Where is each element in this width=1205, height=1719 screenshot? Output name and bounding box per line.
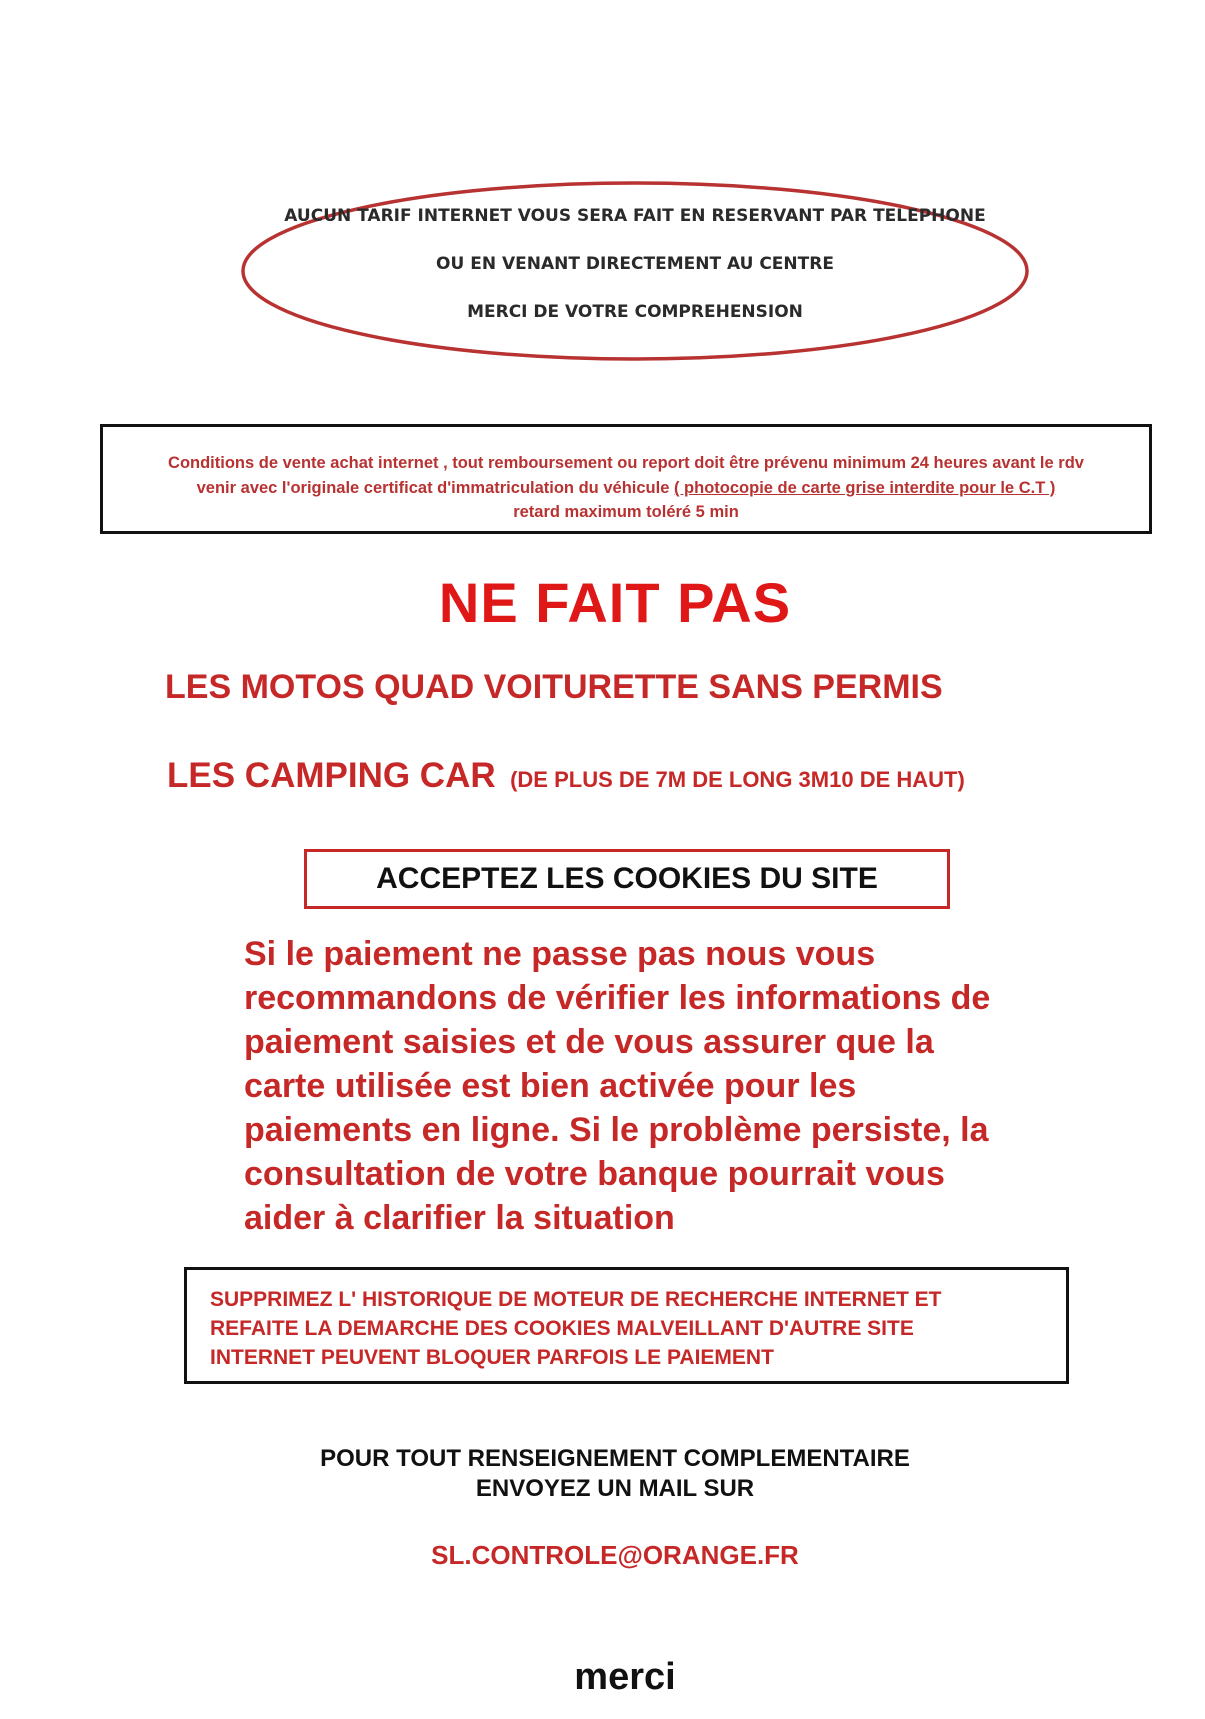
history-line: INTERNET PEUVENT BLOQUER PARFOIS LE PAIEMENT bbox=[210, 1346, 774, 1369]
payment-line: recommandons de vérifier les informations de bbox=[244, 979, 991, 1017]
payment-paragraph bbox=[244, 932, 1124, 1240]
history-line: REFAITE LA DEMARCHE DES COOKIES MALVEILLANT D'AUTRE SITE bbox=[210, 1317, 914, 1340]
oval-notice bbox=[238, 178, 1032, 364]
oval-line-1: AUCUN TARIF INTERNET VOUS SERA FAIT EN RESERVANT PAR TELEPHONE bbox=[284, 206, 986, 226]
payment-line: paiements en ligne. Si le problème persiste, la bbox=[244, 1111, 989, 1149]
contact-line-1: POUR TOUT RENSEIGNEMENT COMPLEMENTAIRE bbox=[320, 1445, 910, 1472]
conditions-box bbox=[100, 424, 1152, 534]
payment-line: Si le paiement ne passe pas nous vous bbox=[244, 935, 876, 973]
conditions-line-3: retard maximum toléré 5 min bbox=[513, 503, 739, 521]
conditions-line-2-text: venir avec l'originale certificat d'immatriculation du véhicule bbox=[196, 479, 674, 497]
conditions-line-2-underlined: ( photocopie de carte grise interdite pour le C.T ) bbox=[673, 479, 1056, 497]
contact-email: SL.CONTROLE@ORANGE.FR bbox=[431, 1540, 799, 1570]
payment-line: paiement saisies et de vous assurer que la bbox=[244, 1023, 934, 1061]
history-box bbox=[184, 1267, 1069, 1384]
conditions-line-1: Conditions de vente achat internet , tout remboursement ou report doit être prévenu minimum 24 heures avant le rdv bbox=[168, 454, 1084, 472]
closing-text: merci bbox=[574, 1656, 676, 1698]
exclusion-camping-main: LES CAMPING CAR bbox=[167, 756, 496, 795]
payment-line: consultation de votre banque pourrait vous bbox=[244, 1155, 945, 1193]
contact-line-2: ENVOYEZ UN MAIL SUR bbox=[475, 1475, 755, 1502]
contact-block bbox=[0, 1445, 1205, 1515]
conditions-line-2 bbox=[103, 479, 1149, 498]
payment-line: aider à clarifier la situation bbox=[244, 1199, 675, 1237]
payment-line: carte utilisée est bien activée pour les bbox=[244, 1067, 857, 1105]
headline: NE FAIT PAS bbox=[438, 571, 792, 634]
oval-line-3: MERCI DE VOTRE COMPREHENSION bbox=[467, 302, 803, 322]
exclusion-camping bbox=[167, 756, 965, 796]
exclusion-motos: LES MOTOS QUAD VOITURETTE SANS PERMIS bbox=[165, 668, 943, 706]
history-line: SUPPRIMEZ L' HISTORIQUE DE MOTEUR DE RECHERCHE INTERNET ET bbox=[210, 1288, 942, 1311]
oval-line-2: OU EN VENANT DIRECTEMENT AU CENTRE bbox=[436, 254, 834, 274]
exclusion-camping-note: (DE PLUS DE 7M DE LONG 3M10 DE HAUT) bbox=[510, 767, 965, 792]
cookies-notice: ACCEPTEZ LES COOKIES DU SITE bbox=[304, 849, 950, 909]
